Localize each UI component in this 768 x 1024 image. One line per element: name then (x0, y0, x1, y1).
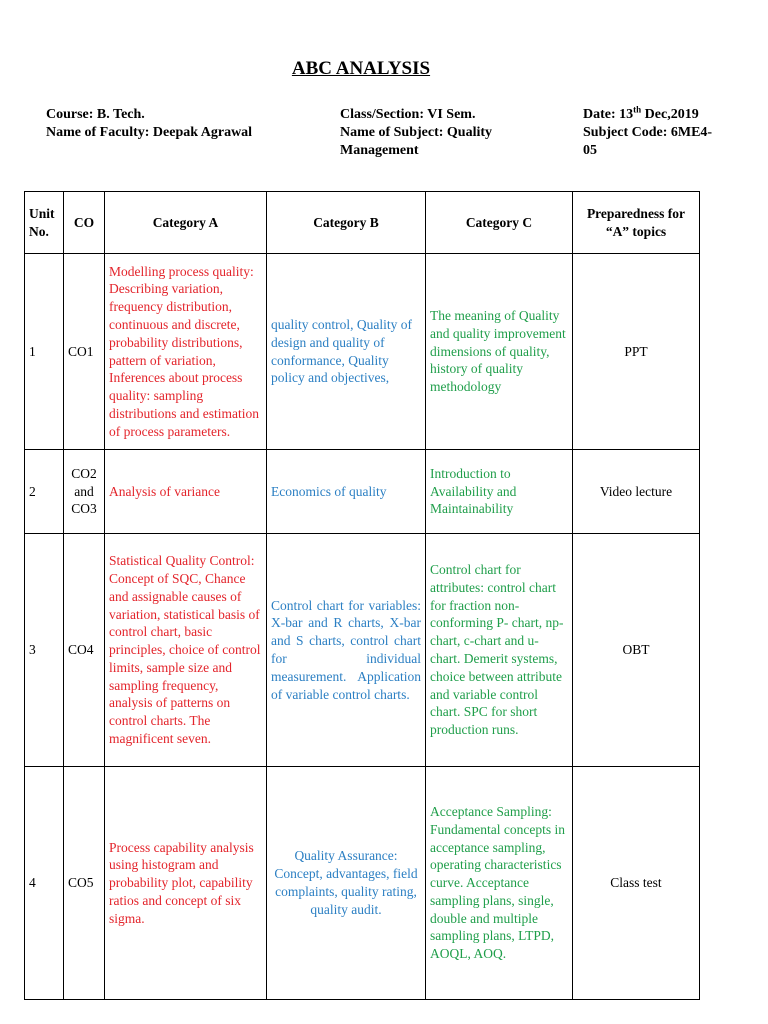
cell-category-b: Control chart for variables: X-bar and R charts, X-bar and S charts, control chart for individual measurement. Application of variable control charts. (267, 534, 426, 767)
header-col-left (46, 106, 252, 142)
cell-co: CO1 (64, 254, 105, 450)
cell-category-b: quality control, Quality of design and quality of conformance, Quality policy and objectives, (267, 254, 426, 450)
subject-code-line1: Subject Code: 6ME4- (583, 125, 713, 140)
cell-preparedness: PPT (573, 254, 700, 450)
table-header-row (25, 192, 700, 254)
header-col-middle (340, 106, 492, 160)
date-suffix: Dec,2019 (641, 107, 699, 122)
header-prep-line1: Preparedness for (586, 205, 686, 221)
header-category-b: Category B (267, 192, 426, 254)
cell-preparedness: Class test (573, 767, 700, 1000)
subject-name-line2: Management (340, 143, 419, 158)
table-row (25, 534, 700, 767)
cell-co (64, 450, 105, 534)
cell-category-b: Quality Assurance: Concept, advantages, field complaints, quality rating, quality audit. (267, 767, 426, 1000)
header-co: CO (64, 192, 105, 254)
co-line2: and (74, 483, 94, 499)
cell-co: CO5 (64, 767, 105, 1000)
cell-unit: 3 (25, 534, 64, 767)
header-unit-no (25, 192, 64, 254)
class-section-label: Class/Section: VI Sem. (340, 107, 476, 122)
cell-category-c: Control chart for attributes: control chart for fraction non-conforming P- chart, np-chart, c-chart and u-chart. Demerit systems, choice between attribute and variable control chart. SPC for short production runs. (426, 534, 573, 767)
table-row (25, 254, 700, 450)
date-prefix: Date: 13 (583, 107, 634, 122)
abc-analysis-table (24, 191, 700, 1000)
table-row (25, 767, 700, 1000)
cell-category-a: Modelling process quality: Describing variation, frequency distribution, continuous and discrete, probability distributions, pattern of variation, Inferences about process quality: sampling distributions and estimation of process parameters. (105, 254, 267, 450)
cell-preparedness: Video lecture (573, 450, 700, 534)
header-category-a: Category A (105, 192, 267, 254)
header-category-c: Category C (426, 192, 573, 254)
co-line3: CO3 (71, 501, 97, 517)
cell-category-c: Introduction to Availability and Maintainability (426, 450, 573, 534)
cell-unit: 2 (25, 450, 64, 534)
cell-unit: 1 (25, 254, 64, 450)
faculty-label: Name of Faculty: Deepak Agrawal (46, 125, 253, 140)
cell-category-a: Process capability analysis using histogram and probability plot, capability ratios and concept of six sigma. (105, 767, 267, 1000)
cell-category-b: Economics of quality (267, 450, 426, 534)
co-line1: CO2 (71, 465, 97, 481)
cell-category-a: Analysis of variance (105, 450, 267, 534)
header-unit-line2: No. (29, 223, 49, 239)
header-col-right (583, 106, 712, 160)
header-preparedness (573, 192, 700, 254)
cell-preparedness: OBT (573, 534, 700, 767)
date-label (583, 106, 712, 124)
cell-co: CO4 (64, 534, 105, 767)
header-unit-line1: Unit (29, 205, 55, 221)
cell-category-c: The meaning of Quality and quality improvement dimensions of quality, history of quality methodology (426, 254, 573, 450)
cell-category-c: Acceptance Sampling: Fundamental concepts in acceptance sampling, operating characteristics curve. Acceptance sampling plans, single, double and multiple sampling plans, LTPD, AOQL, AOQ. (426, 767, 573, 1000)
table-row (25, 450, 700, 534)
cell-unit: 4 (25, 767, 64, 1000)
page-title: ABC ANALYSIS (291, 58, 431, 79)
cell-category-a: Statistical Quality Control: Concept of SQC, Chance and assignable causes of variation, statistical basis of control chart, basic principles, choice of control limits, sample size and sampling frequency, analysis of patterns on control charts. The magnificent seven. (105, 534, 267, 767)
subject-name-line1: Name of Subject: Quality (340, 125, 493, 140)
header-prep-line2: “A” topics (605, 223, 667, 239)
course-label: Course: B. Tech. (46, 107, 145, 122)
date-superscript: th (633, 104, 642, 115)
subject-code-line2: 05 (583, 143, 597, 158)
